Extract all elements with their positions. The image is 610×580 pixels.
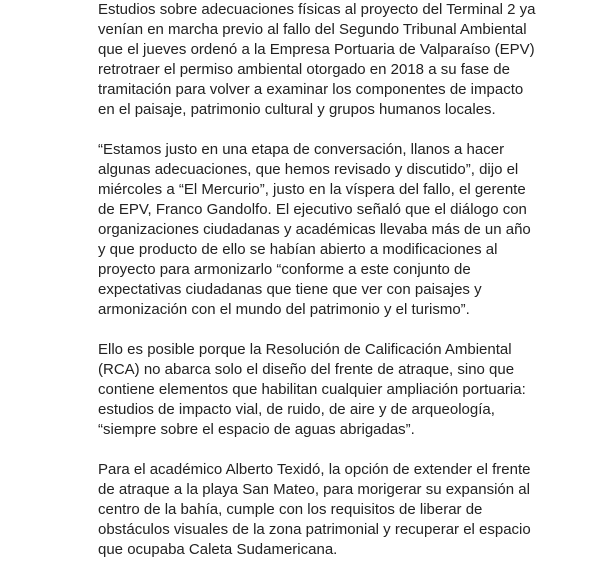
paragraph-line: obstáculos visuales de la zona patrimonial y recuperar el espacio xyxy=(98,521,531,538)
paragraph-line: en el paisaje, patrimonio cultural y grupos humanos locales. xyxy=(98,101,496,118)
paragraph-line: Para el académico Alberto Texidó, la opción de extender el frente xyxy=(98,461,531,478)
paragraph-line: algunas adecuaciones, que hemos revisado y discutido”, dijo el xyxy=(98,161,519,178)
article-paragraph xyxy=(98,340,598,440)
article-paragraph xyxy=(98,0,598,120)
article-paragraph xyxy=(98,140,598,320)
paragraph-line: retrotraer el permiso ambiental otorgado en 2018 a su fase de xyxy=(98,61,510,78)
paragraph-line: miércoles a “El Mercurio”, justo en la víspera del fallo, el gerente xyxy=(98,181,526,198)
paragraph-line: tramitación para volver a examinar los componentes de impacto xyxy=(98,81,524,98)
paragraph-line: que ocupaba Caleta Sudamericana. xyxy=(98,541,338,558)
paragraph-line: “siempre sobre el espacio de aguas abrigadas”. xyxy=(98,421,415,438)
article-paragraph xyxy=(98,460,598,560)
paragraph-line: estudios de impacto vial, de ruido, de aire y de arqueología, xyxy=(98,401,495,418)
paragraph-line: expectativas ciudadanas que tiene que ver con paisajes y xyxy=(98,281,482,298)
paragraph-line: y que producto de ello se habían abierto a modificaciones al xyxy=(98,241,498,258)
paragraph-line: que el jueves ordenó a la Empresa Portuaria de Valparaíso (EPV) xyxy=(98,41,535,58)
paragraph-line: venían en marcha previo al fallo del Segundo Tribunal Ambiental xyxy=(98,21,527,38)
paragraph-line: de EPV, Franco Gandolfo. El ejecutivo señaló que el diálogo con xyxy=(98,201,527,218)
paragraph-line: (RCA) no abarca solo el diseño del frente de atraque, sino que xyxy=(98,361,515,378)
paragraph-line: “Estamos justo en una etapa de conversación, llanos a hacer xyxy=(98,141,505,158)
paragraph-line: organizaciones ciudadanas y académicas llevaba más de un año xyxy=(98,221,531,238)
paragraph-line: proyecto para armonizarlo “conforme a este conjunto de xyxy=(98,261,471,278)
paragraph-line: centro de la bahía, cumple con los requisitos de liberar de xyxy=(98,501,483,518)
article-body xyxy=(98,0,598,580)
paragraph-line: armonización con el mundo del patrimonio y el turismo”. xyxy=(98,301,470,318)
paragraph-line: Estudios sobre adecuaciones físicas al proyecto del Terminal 2 ya xyxy=(98,1,536,18)
paragraph-line: Ello es posible porque la Resolución de Calificación Ambiental xyxy=(98,341,512,358)
paragraph-line: contiene elementos que habilitan cualquier ampliación portuaria: xyxy=(98,381,526,398)
paragraph-line: de atraque a la playa San Mateo, para morigerar su expansión al xyxy=(98,481,530,498)
